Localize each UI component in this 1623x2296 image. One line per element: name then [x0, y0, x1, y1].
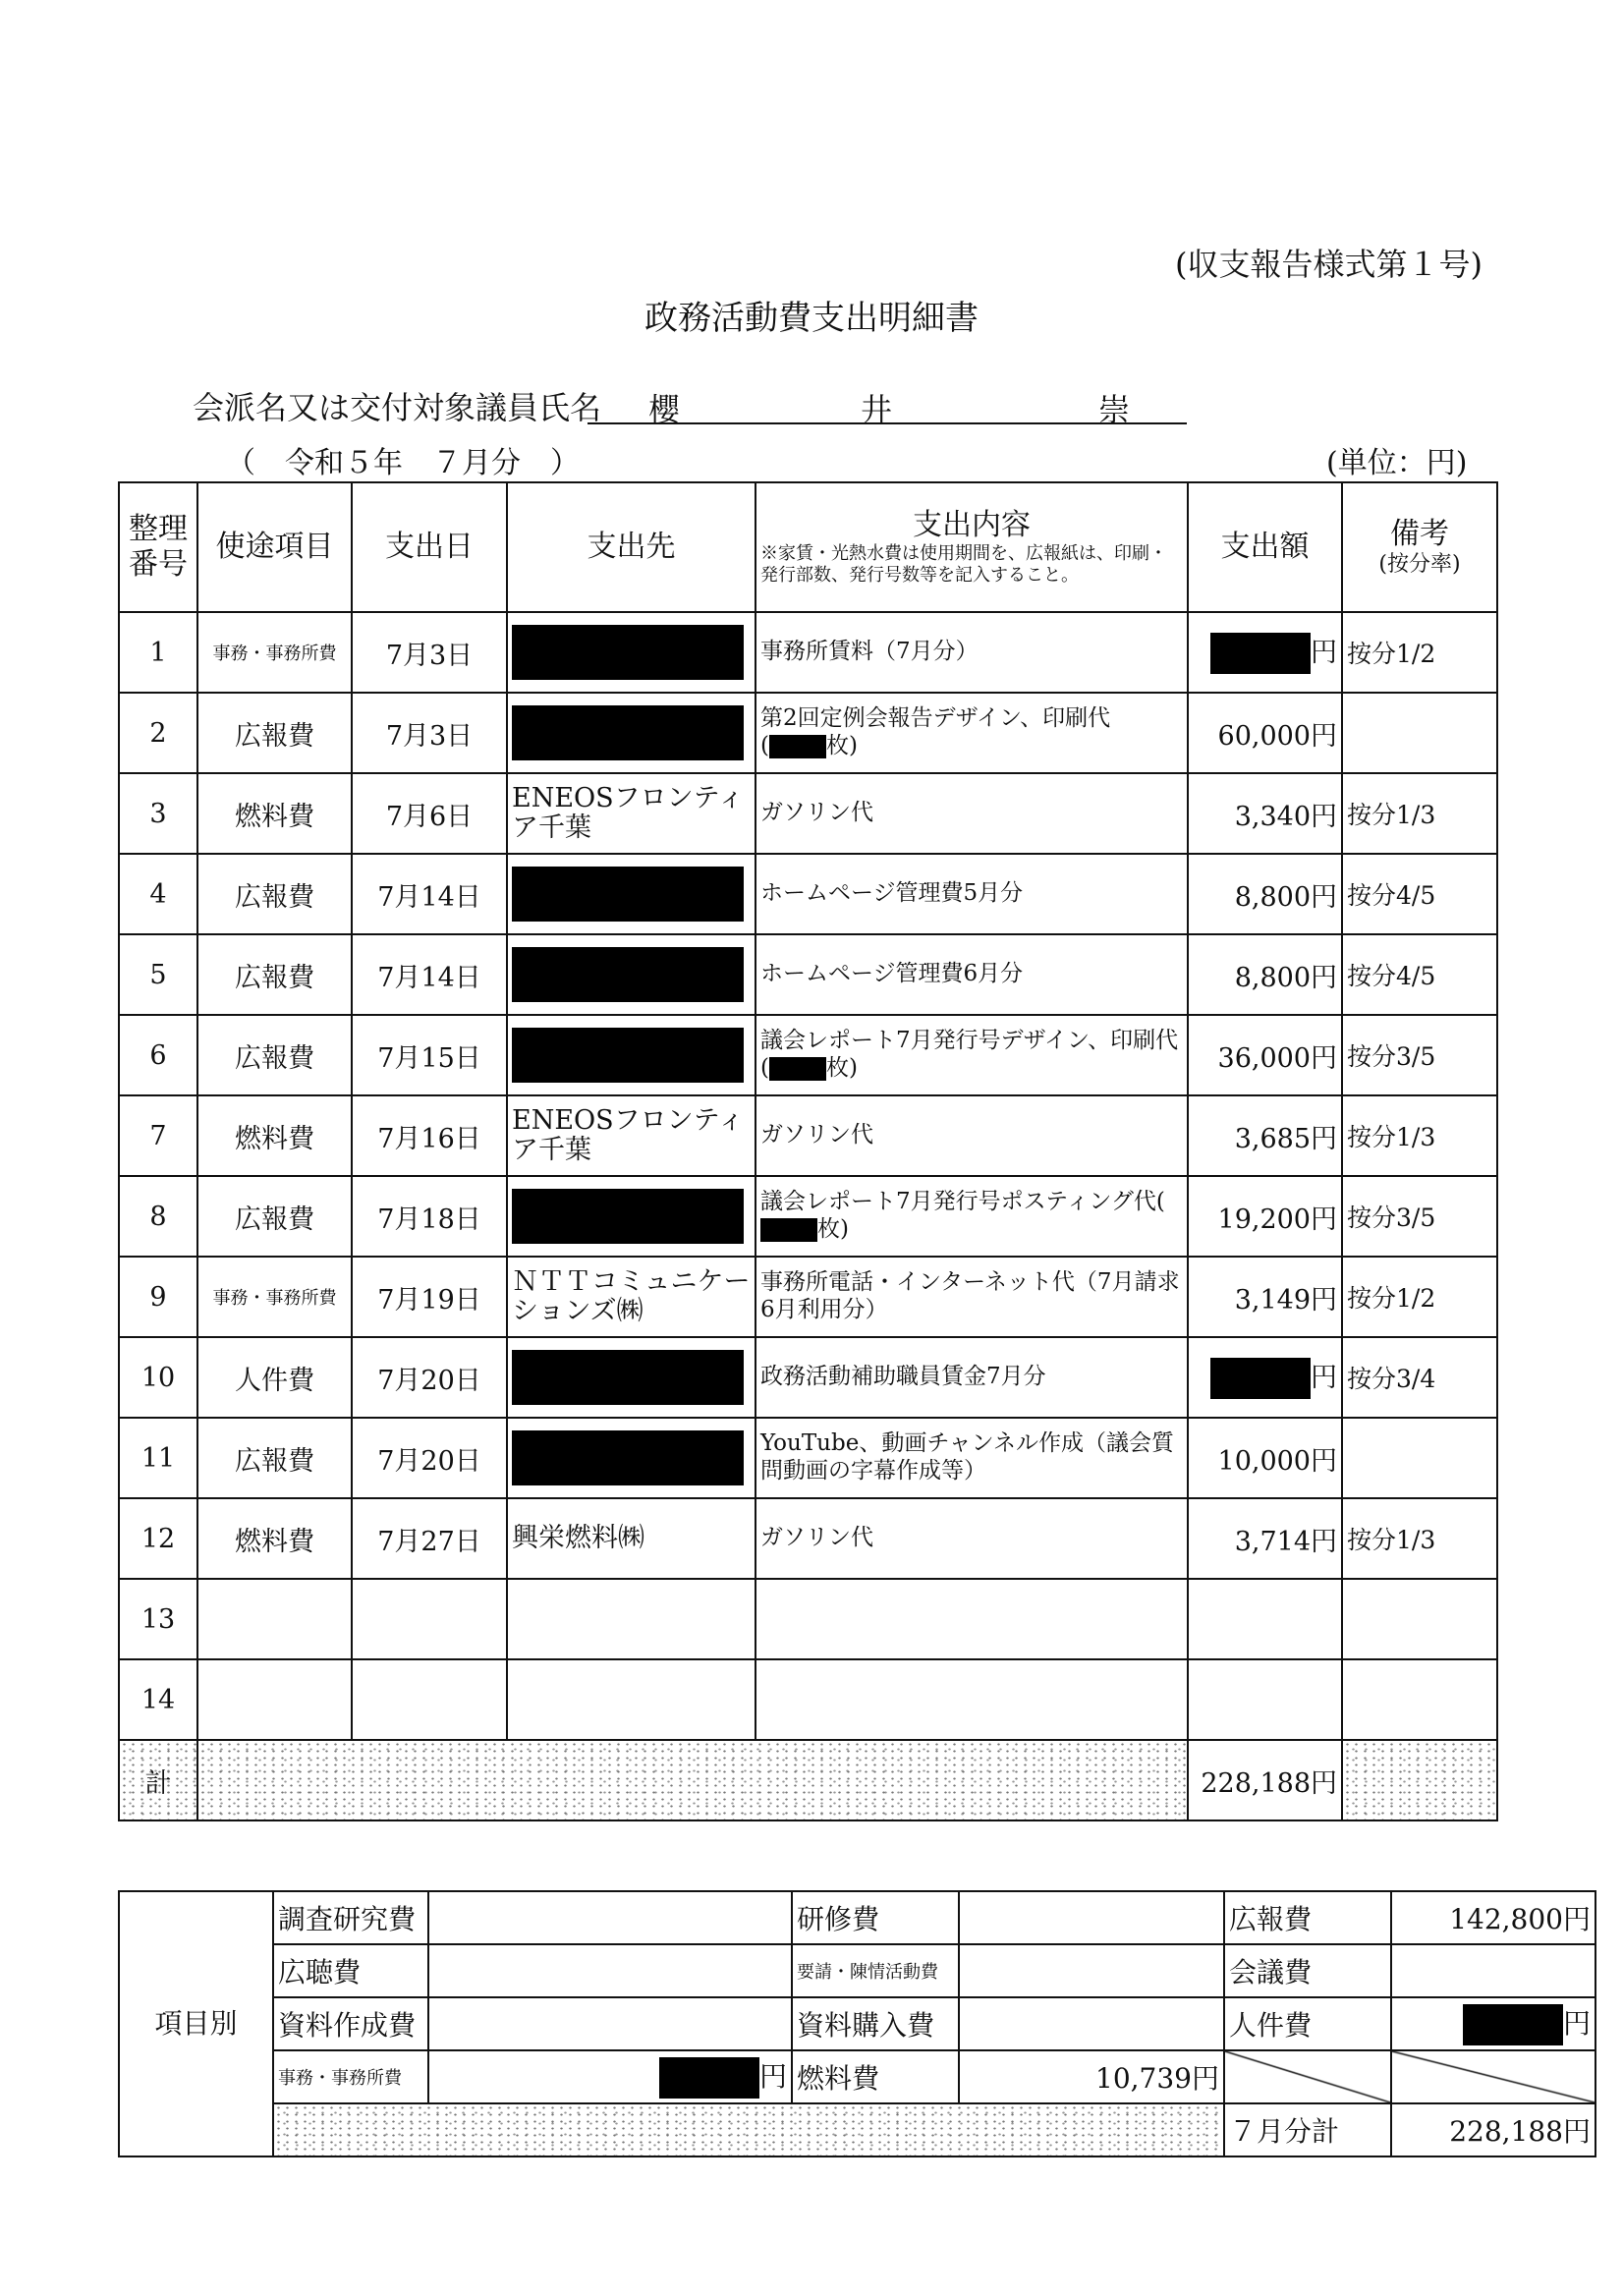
- hearing-label: 広聴費: [273, 1944, 428, 1997]
- table-row: [119, 773, 1497, 854]
- row-amount: [1188, 1337, 1342, 1418]
- row-amount-value: 円: [1311, 637, 1337, 668]
- row-amount: 8,800円: [1188, 854, 1342, 934]
- row-content: [756, 1015, 1188, 1095]
- row-no: 13: [119, 1579, 197, 1659]
- header-note-sub: (按分率): [1378, 551, 1461, 577]
- row-category: 広報費: [197, 1176, 352, 1257]
- row-content-text: 第2回定例会報告デザイン、印刷代: [760, 705, 1111, 732]
- personnel-amount-value: 円: [1562, 2006, 1591, 2040]
- row-content: ガソリン代: [756, 1498, 1188, 1579]
- row-content: 事務所電話・インターネット代（7月請求6月利用分）: [756, 1257, 1188, 1337]
- row-date: 7月16日: [352, 1095, 507, 1176]
- row-category: 燃料費: [197, 1498, 352, 1579]
- materials-making-amount: [428, 1997, 792, 2050]
- redaction: [512, 1430, 744, 1485]
- row-category: 事務・事務所費: [197, 1257, 352, 1337]
- row-note: 按分3/4: [1342, 1337, 1497, 1418]
- redaction: [1210, 1358, 1311, 1399]
- row-date: 7月20日: [352, 1418, 507, 1498]
- row-date: [352, 1659, 507, 1740]
- table-row: [119, 1418, 1497, 1498]
- row-content: ホームページ管理費5月分: [756, 854, 1188, 934]
- row-no: 8: [119, 1176, 197, 1257]
- meeting-amount: [1391, 1944, 1595, 1997]
- meeting-label: 会議費: [1224, 1944, 1391, 1997]
- row-category: 広報費: [197, 693, 352, 773]
- pr-amount: 142,800円: [1391, 1891, 1595, 1944]
- row-content: [756, 693, 1188, 773]
- row-amount: 3,685円: [1188, 1095, 1342, 1176]
- name-field: [588, 389, 1187, 428]
- summary-hatched-area: [273, 2103, 1224, 2156]
- fuel-amount: 10,739円: [959, 2050, 1224, 2103]
- personnel-label: 人件費: [1224, 1997, 1391, 2050]
- month-total-amount: 228,188円: [1391, 2103, 1595, 2156]
- redaction: [512, 705, 744, 760]
- table-row: [119, 612, 1497, 693]
- total-amount: 228,188円: [1188, 1740, 1342, 1820]
- training-label: 研修費: [792, 1891, 959, 1944]
- redaction: [1463, 2004, 1563, 2045]
- row-note: [1342, 1659, 1497, 1740]
- table-row: [119, 1498, 1497, 1579]
- row-note: 按分3/5: [1342, 1015, 1497, 1095]
- row-payee: [507, 1337, 756, 1418]
- table-row: [119, 1579, 1497, 1659]
- name-part-2: 井: [861, 391, 893, 428]
- redaction: [1210, 633, 1311, 674]
- period: （ 令和５年 ７月分 ）: [226, 446, 580, 480]
- table-row: [119, 1095, 1497, 1176]
- name-part-1: 櫻: [648, 391, 681, 428]
- row-content-sheets: 枚): [825, 1055, 858, 1081]
- row-date: 7月27日: [352, 1498, 507, 1579]
- row-date: 7月19日: [352, 1257, 507, 1337]
- table-row: [119, 1337, 1497, 1418]
- row-payee: ENEOSフロンティア千葉: [507, 773, 756, 854]
- row-amount: 19,200円: [1188, 1176, 1342, 1257]
- row-amount: 10,000円: [1188, 1418, 1342, 1498]
- row-content: ホームページ管理費6月分: [756, 934, 1188, 1015]
- research-amount: [428, 1891, 792, 1944]
- row-amount: [1188, 612, 1342, 693]
- row-payee: [507, 693, 756, 773]
- header-date: 支出日: [352, 482, 507, 612]
- row-date: 7月15日: [352, 1015, 507, 1095]
- row-note: [1342, 1579, 1497, 1659]
- form-number: (収支報告様式第１号): [1175, 246, 1483, 283]
- table-row: [119, 1015, 1497, 1095]
- row-no: 9: [119, 1257, 197, 1337]
- row-note: 按分3/5: [1342, 1176, 1497, 1257]
- office-label: 事務・事務所費: [273, 2050, 428, 2103]
- row-category: 広報費: [197, 1418, 352, 1498]
- row-date: 7月18日: [352, 1176, 507, 1257]
- row-amount: 3,340円: [1188, 773, 1342, 854]
- row-date: 7月3日: [352, 612, 507, 693]
- row-content: [756, 1659, 1188, 1740]
- row-payee: [507, 934, 756, 1015]
- materials-purchase-amount: [959, 1997, 1224, 2050]
- row-content-sheets: 枚): [825, 733, 858, 758]
- row-content: YouTube、動画チャンネル作成（議会質問動画の字幕作成等）: [756, 1418, 1188, 1498]
- research-label: 調査研究費: [273, 1891, 428, 1944]
- row-category: 広報費: [197, 934, 352, 1015]
- row-category: 事務・事務所費: [197, 612, 352, 693]
- row-no: 3: [119, 773, 197, 854]
- row-category: [197, 1579, 352, 1659]
- redaction: [769, 1057, 826, 1081]
- petition-amount: [959, 1944, 1224, 1997]
- table-row: [119, 1257, 1497, 1337]
- row-amount: 60,000円: [1188, 693, 1342, 773]
- header-payee: 支出先: [507, 482, 756, 612]
- table-row: [119, 854, 1497, 934]
- row-content-paren: (: [760, 733, 769, 758]
- row-note: 按分1/2: [1342, 1257, 1497, 1337]
- materials-making-label: 資料作成費: [273, 1997, 428, 2050]
- row-payee: ENEOSフロンティア千葉: [507, 1095, 756, 1176]
- document-title: 政務活動費支出明細書: [644, 299, 979, 338]
- row-category: 人件費: [197, 1337, 352, 1418]
- row-category: 広報費: [197, 854, 352, 934]
- row-payee: [507, 1579, 756, 1659]
- row-date: [352, 1579, 507, 1659]
- row-note: 按分1/2: [1342, 612, 1497, 693]
- row-date: 7月20日: [352, 1337, 507, 1418]
- row-content-text: 議会レポート7月発行号ポスティング代(: [760, 1189, 1165, 1215]
- office-amount-value: 円: [758, 2059, 787, 2093]
- redaction: [512, 1350, 744, 1405]
- table-row: [119, 693, 1497, 773]
- row-category: 燃料費: [197, 773, 352, 854]
- row-no: 5: [119, 934, 197, 1015]
- row-date: 7月3日: [352, 693, 507, 773]
- row-note: [1342, 693, 1497, 773]
- row-amount: 8,800円: [1188, 934, 1342, 1015]
- row-amount: [1188, 1579, 1342, 1659]
- hearing-amount: [428, 1944, 792, 1997]
- table-row: [119, 1176, 1497, 1257]
- row-note: 按分4/5: [1342, 854, 1497, 934]
- row-category: 燃料費: [197, 1095, 352, 1176]
- row-no: 4: [119, 854, 197, 934]
- row-payee: [507, 1176, 756, 1257]
- redaction: [512, 1189, 744, 1244]
- row-content-text: 議会レポート7月発行号デザイン、印刷代(: [760, 1028, 1179, 1081]
- table-row: [119, 1659, 1497, 1740]
- row-note: 按分1/3: [1342, 1095, 1497, 1176]
- redaction: [769, 735, 826, 758]
- row-content: 政務活動補助職員賃金7月分: [756, 1337, 1188, 1418]
- row-no: 14: [119, 1659, 197, 1740]
- row-amount: [1188, 1659, 1342, 1740]
- row-category: [197, 1659, 352, 1740]
- personnel-amount: [1391, 1997, 1595, 2050]
- row-content: ガソリン代: [756, 773, 1188, 854]
- total-row: [119, 1740, 1497, 1820]
- row-content: [756, 1176, 1188, 1257]
- row-note: 按分1/3: [1342, 1498, 1497, 1579]
- petition-label: 要請・陳情活動費: [792, 1944, 959, 1997]
- row-no: 2: [119, 693, 197, 773]
- row-amount-value: 円: [1311, 1362, 1337, 1393]
- row-payee: 興栄燃料㈱: [507, 1498, 756, 1579]
- row-no: 6: [119, 1015, 197, 1095]
- redaction: [512, 1028, 744, 1083]
- header-note-title: 備考: [1390, 516, 1449, 551]
- materials-purchase-label: 資料購入費: [792, 1997, 959, 2050]
- row-category: 広報費: [197, 1015, 352, 1095]
- row-payee: [507, 1418, 756, 1498]
- row-content-sheets: 枚): [817, 1216, 849, 1242]
- expense-table: [118, 481, 1498, 1821]
- total-hatched-note: [1342, 1740, 1497, 1820]
- header-amount: 支出額: [1188, 482, 1342, 612]
- header-content: [756, 482, 1188, 612]
- row-date: 7月6日: [352, 773, 507, 854]
- row-content: 事務所賃料（7月分）: [756, 612, 1188, 693]
- pr-label: 広報費: [1224, 1891, 1391, 1944]
- row-date: 7月14日: [352, 854, 507, 934]
- diagonal-cell: [1224, 2050, 1391, 2103]
- row-payee: ＮＴＴコミュニケーションズ㈱: [507, 1257, 756, 1337]
- table-row: [119, 934, 1497, 1015]
- summary-table: [118, 1890, 1596, 2157]
- row-no: 1: [119, 612, 197, 693]
- row-no: 11: [119, 1418, 197, 1498]
- unit-label: (単位：円): [1326, 446, 1468, 480]
- header-no: 整理番号: [119, 482, 197, 612]
- row-date: 7月14日: [352, 934, 507, 1015]
- redaction: [659, 2057, 759, 2099]
- training-amount: [959, 1891, 1224, 1944]
- table-header-row: [119, 482, 1497, 612]
- row-no: 7: [119, 1095, 197, 1176]
- month-total-label: ７月分計: [1224, 2103, 1391, 2156]
- total-label: 計: [119, 1740, 197, 1820]
- row-no: 12: [119, 1498, 197, 1579]
- total-hatched-area: [197, 1740, 1188, 1820]
- row-payee: [507, 854, 756, 934]
- office-amount: [428, 2050, 792, 2103]
- row-note: [1342, 1418, 1497, 1498]
- name-part-3: 崇: [1098, 391, 1131, 428]
- row-payee: [507, 612, 756, 693]
- diagonal-cell: [1391, 2050, 1595, 2103]
- header-note: [1342, 482, 1497, 612]
- row-content: [756, 1579, 1188, 1659]
- redaction: [760, 1218, 817, 1242]
- row-payee: [507, 1015, 756, 1095]
- header-content-title: 支出内容: [913, 507, 1031, 542]
- row-payee: [507, 1659, 756, 1740]
- row-content: ガソリン代: [756, 1095, 1188, 1176]
- by-item-label: 項目別: [119, 1891, 273, 2156]
- name-label: 会派名又は交付対象議員氏名: [193, 389, 602, 426]
- redaction: [512, 947, 744, 1002]
- row-no: 10: [119, 1337, 197, 1418]
- redaction: [512, 867, 744, 922]
- fuel-label: 燃料費: [792, 2050, 959, 2103]
- row-amount: 3,714円: [1188, 1498, 1342, 1579]
- redaction: [512, 625, 744, 680]
- row-amount: 3,149円: [1188, 1257, 1342, 1337]
- row-note: 按分1/3: [1342, 773, 1497, 854]
- header-content-note: ※家賃・光熱水費は使用期間を、広報紙は、印刷・発行部数、発行号数等を記入すること。: [760, 542, 1167, 586]
- row-amount: 36,000円: [1188, 1015, 1342, 1095]
- header-category: 使途項目: [197, 482, 352, 612]
- row-note: 按分4/5: [1342, 934, 1497, 1015]
